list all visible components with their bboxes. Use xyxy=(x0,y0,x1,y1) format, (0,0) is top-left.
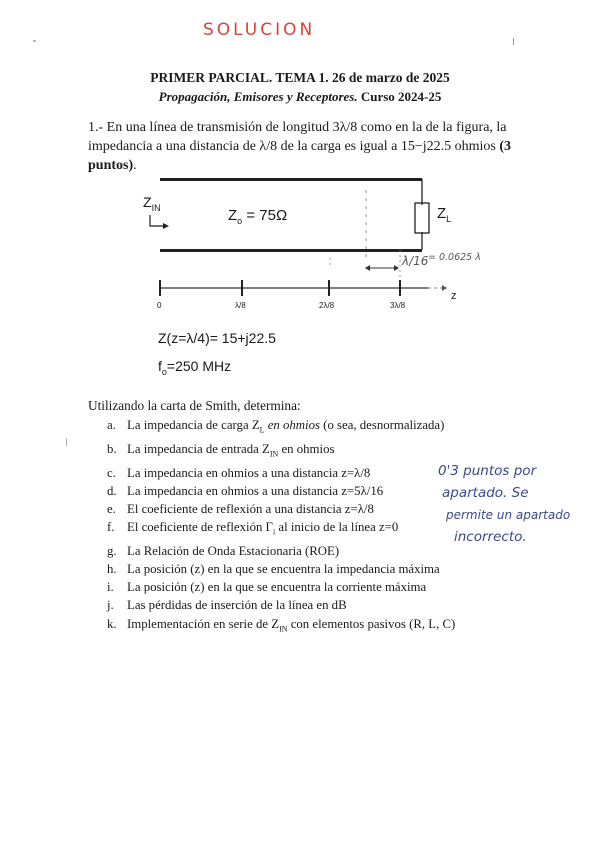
z0-label: $Z_o = 75\Omega$ xyxy=(228,207,288,226)
course-name: Propagación, Emisores y Receptores. xyxy=(158,89,358,104)
list-item: b. La impedancia de entrada $Z_{IN}$ en ohmios xyxy=(107,441,335,459)
questions-intro: Utilizando la carta de Smith, determina: xyxy=(88,398,301,413)
scan-speck xyxy=(33,40,36,42)
zl-label: $Z_L$ xyxy=(437,205,452,224)
list-item: k. Implementación en serie de $Z_{IN}$ con elementos pasivos (R, L, C) xyxy=(107,616,456,634)
tick-label-3lambda8: 3λ/8 xyxy=(390,301,406,310)
problem-text: 1.- En una línea de transmisión de longitud 3λ/8 como en la de la figura, la impedancia a una distancia de λ/8 de la carga es igual a 15−j22.5 ohmios xyxy=(88,120,507,154)
list-item: a. La impedancia de carga $Z_L$ en ohmios (o sea, desnormalizada) xyxy=(107,418,445,435)
tick-label-lambda8: λ/8 xyxy=(235,301,246,310)
distance-annotation-value: = 0.0625 λ xyxy=(428,252,481,263)
distance-arrowhead-right xyxy=(394,265,399,271)
course-year: Curso 2024-25 xyxy=(357,89,442,104)
zin-arrow xyxy=(150,215,163,226)
list-item: f. El coeficiente de reflexión $\Gamma_i$ al inicio de la línea z=0 xyxy=(107,520,399,537)
problem-points: (3 puntos) xyxy=(88,139,512,173)
distance-arrowhead-left xyxy=(365,265,370,271)
tick-label-0: 0 xyxy=(157,301,162,310)
list-item: g. La Relación de Onda Estacionaria (ROE) xyxy=(107,543,340,558)
scan-speck xyxy=(513,38,514,45)
top-conductor xyxy=(160,178,422,181)
given-frequency: $f_o=250$ MHz xyxy=(158,358,232,377)
list-item: c. La impedancia en ohmios a una distancia z=λ/8 xyxy=(107,465,371,480)
zin-label: $Z_{IN}$ xyxy=(143,194,161,213)
grading-note xyxy=(438,460,598,548)
grading-note-line: 0'3 puntos por xyxy=(438,463,537,479)
problem-text-end: . xyxy=(133,158,137,173)
solution-stamp: SOLUCION xyxy=(203,20,316,40)
zin-arrowhead xyxy=(163,223,169,229)
list-item: d. La impedancia en ohmios a una distancia z=5λ/16 xyxy=(107,483,384,498)
load-resistor xyxy=(415,203,429,233)
distance-annotation: λ/16 xyxy=(402,254,429,268)
bottom-conductor xyxy=(160,249,422,252)
grading-note-line: permite un apartado xyxy=(446,508,571,522)
scan-speck xyxy=(66,438,67,446)
list-item: h. La posición (z) en la que se encuentra la impedancia máxima xyxy=(107,562,440,577)
list-item: i. La posición (z) en la que se encuentra la corriente máxima xyxy=(107,580,427,595)
grading-note-line: incorrecto. xyxy=(454,529,527,545)
given-impedance: Z(z=λ/4)= 15+j22.5 xyxy=(158,330,276,346)
grading-note-line: apartado. Se xyxy=(442,485,529,501)
z-axis-label: z xyxy=(451,290,457,302)
z-axis-arrowhead xyxy=(442,285,447,291)
tick-label-2lambda8: 2λ/8 xyxy=(319,301,335,310)
list-item: j. Las pérdidas de inserción de la línea en dB xyxy=(107,598,347,613)
list-item: e. El coeficiente de reflexión a una distancia z=λ/8 xyxy=(107,501,374,516)
exam-title: PRIMER PARCIAL. TEMA 1. 26 de marzo de 2025 xyxy=(150,70,450,85)
